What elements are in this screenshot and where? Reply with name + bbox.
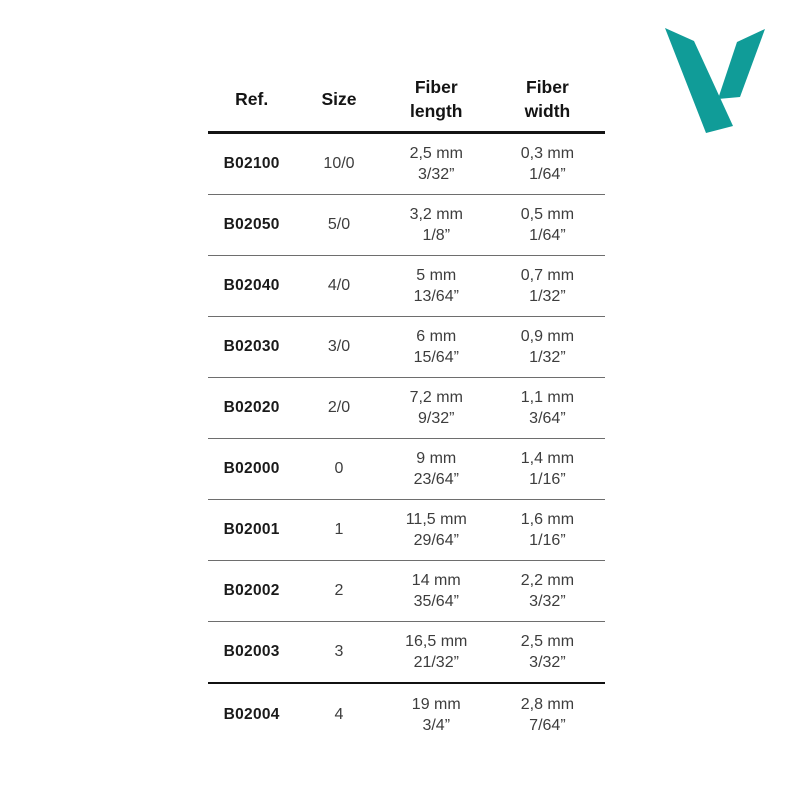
fiber-length-in: 35/64” xyxy=(413,593,459,610)
ref-cell: B02020 xyxy=(223,399,280,417)
size-cell: 1 xyxy=(334,521,344,539)
fiber-width-mm: 1,6 mm xyxy=(520,510,575,528)
size-cell: 10/0 xyxy=(323,155,355,173)
fiber-length-cell xyxy=(383,204,490,247)
fiber-length-in: 23/64” xyxy=(413,471,459,488)
fiber-length-cell xyxy=(383,387,490,430)
fiber-length-cell xyxy=(383,570,490,613)
v-right-stroke xyxy=(718,29,765,99)
table-row xyxy=(208,438,605,499)
fiber-width-mm: 1,1 mm xyxy=(520,388,575,406)
fiber-width-cell xyxy=(490,143,605,186)
size-cell: 4/0 xyxy=(327,277,351,295)
fiber-width-mm: 0,9 mm xyxy=(520,327,575,345)
ref-cell: B02050 xyxy=(223,216,280,234)
table-row xyxy=(208,194,605,255)
fiber-length-mm: 7,2 mm xyxy=(409,388,463,406)
fiber-width-mm: 1,4 mm xyxy=(520,449,575,467)
fiber-width-mm: 2,8 mm xyxy=(520,695,575,713)
table-row xyxy=(208,255,605,316)
header-size xyxy=(295,87,382,111)
table-row xyxy=(208,560,605,621)
fiber-width-cell xyxy=(490,265,605,308)
fiber-width-cell xyxy=(490,326,605,369)
size-cell: 5/0 xyxy=(327,216,351,234)
fiber-length-cell xyxy=(383,326,490,369)
fiber-length-cell xyxy=(383,143,490,186)
fiber-length-mm: 14 mm xyxy=(411,571,461,589)
fiber-spec-table xyxy=(208,70,605,746)
header-fiber-width-line2: width xyxy=(524,101,571,121)
ref-cell: B02002 xyxy=(223,582,280,600)
fiber-width-mm: 0,7 mm xyxy=(520,266,575,284)
ref-cell: B02004 xyxy=(223,706,280,724)
fiber-length-cell xyxy=(383,631,490,674)
fiber-width-cell xyxy=(490,509,605,552)
fiber-length-mm: 9 mm xyxy=(416,449,457,467)
fiber-width-in: 7/64” xyxy=(529,717,566,734)
fiber-length-in: 9/32” xyxy=(418,410,455,427)
fiber-length-mm: 5 mm xyxy=(416,266,457,284)
fiber-width-mm: 0,5 mm xyxy=(520,205,575,223)
table-header-row xyxy=(208,70,605,134)
fiber-width-cell xyxy=(490,448,605,491)
fiber-width-cell xyxy=(490,204,605,247)
fiber-length-in: 1/8” xyxy=(422,227,451,244)
ref-cell: B02001 xyxy=(223,521,280,539)
table-row xyxy=(208,377,605,438)
fiber-width-in: 1/16” xyxy=(529,532,566,549)
fiber-width-mm: 2,2 mm xyxy=(520,571,575,589)
fiber-width-in: 3/64” xyxy=(529,410,566,427)
fiber-length-mm: 2,5 mm xyxy=(409,144,463,162)
ref-cell: B02000 xyxy=(223,460,280,478)
fiber-width-mm: 0,3 mm xyxy=(520,144,575,162)
table-row xyxy=(208,621,605,682)
header-ref xyxy=(208,87,295,111)
ref-cell: B02040 xyxy=(223,277,280,295)
fiber-length-in: 29/64” xyxy=(413,532,459,549)
header-fiber-length-line1: Fiber xyxy=(414,77,458,97)
fiber-width-in: 1/32” xyxy=(529,349,566,366)
fiber-width-mm: 2,5 mm xyxy=(520,632,575,650)
fiber-length-cell xyxy=(383,694,490,737)
fiber-width-in: 3/32” xyxy=(529,593,566,610)
ref-cell: B02003 xyxy=(223,643,280,661)
fiber-length-cell xyxy=(383,509,490,552)
size-cell: 3/0 xyxy=(327,338,351,356)
fiber-width-in: 3/32” xyxy=(529,654,566,671)
ref-cell: B02030 xyxy=(223,338,280,356)
fiber-length-in: 13/64” xyxy=(413,288,459,305)
header-fiber-width xyxy=(490,75,605,123)
fiber-length-mm: 6 mm xyxy=(416,327,457,345)
v-left-stroke xyxy=(665,28,733,133)
size-cell: 2 xyxy=(334,582,344,600)
size-cell: 4 xyxy=(334,706,344,724)
fiber-length-in: 21/32” xyxy=(413,654,459,671)
table-row xyxy=(208,499,605,560)
fiber-length-cell xyxy=(383,448,490,491)
fiber-width-cell xyxy=(490,387,605,430)
header-size-line1: Size xyxy=(321,89,357,109)
table-row xyxy=(208,134,605,194)
size-cell: 0 xyxy=(334,460,344,478)
fiber-length-in: 3/32” xyxy=(418,166,455,183)
fiber-width-in: 1/64” xyxy=(529,166,566,183)
header-fiber-width-line1: Fiber xyxy=(526,77,569,97)
fiber-width-in: 1/64” xyxy=(529,227,566,244)
table-row xyxy=(208,682,605,746)
fiber-length-mm: 19 mm xyxy=(411,695,461,713)
fiber-width-in: 1/32” xyxy=(529,288,566,305)
fiber-length-mm: 16,5 mm xyxy=(405,632,468,650)
header-ref-line1: Ref. xyxy=(235,89,269,109)
header-fiber-length xyxy=(383,75,490,123)
table-body xyxy=(208,134,605,746)
table-row xyxy=(208,316,605,377)
fiber-length-mm: 11,5 mm xyxy=(405,510,467,528)
ref-cell: B02100 xyxy=(223,155,280,173)
fiber-length-in: 3/4” xyxy=(422,717,451,734)
size-cell: 3 xyxy=(334,643,344,661)
size-cell: 2/0 xyxy=(327,399,351,417)
fiber-width-in: 1/16” xyxy=(529,471,566,488)
fiber-length-mm: 3,2 mm xyxy=(409,205,463,223)
fiber-length-in: 15/64” xyxy=(413,349,459,366)
header-fiber-length-line2: length xyxy=(410,101,463,121)
fiber-width-cell xyxy=(490,694,605,737)
brand-v-icon xyxy=(652,22,772,140)
fiber-width-cell xyxy=(490,631,605,674)
fiber-width-cell xyxy=(490,570,605,613)
fiber-length-cell xyxy=(383,265,490,308)
